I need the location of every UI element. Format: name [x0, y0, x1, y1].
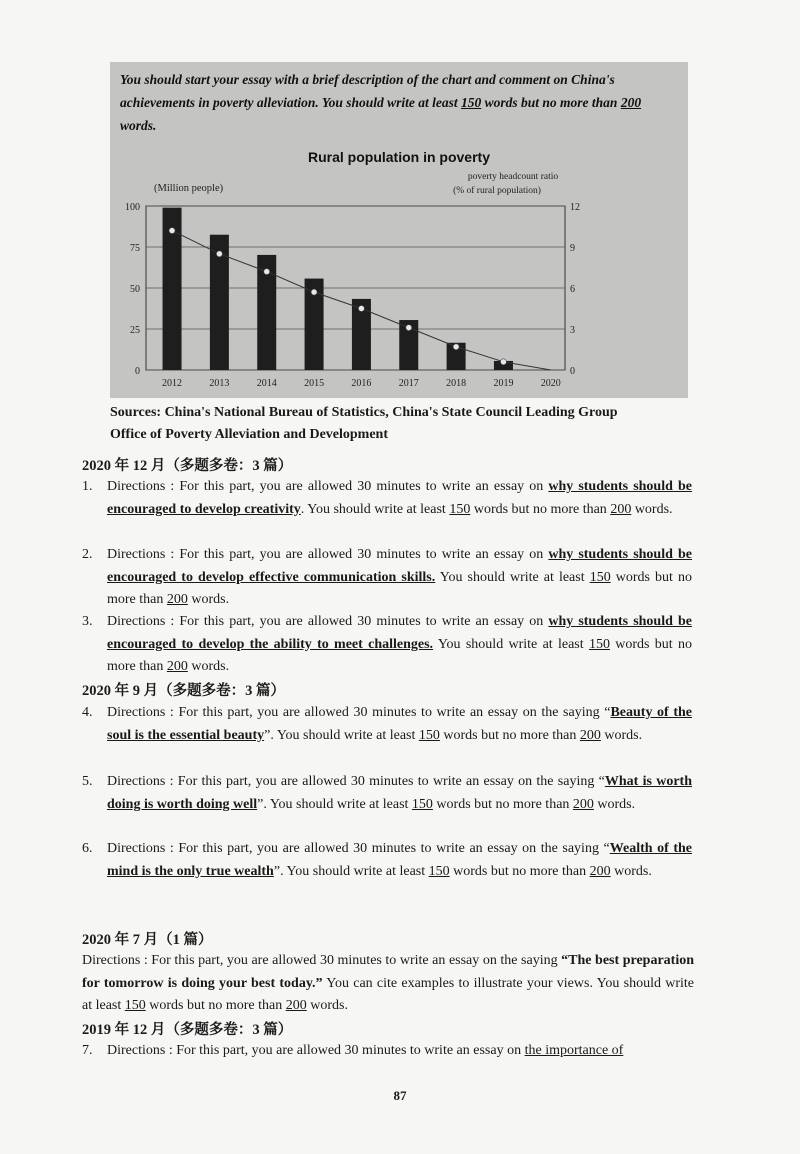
section-heading-jul-2020: 2020 年 7 月（1 篇） [82, 932, 213, 948]
page-number: 87 [393, 1088, 407, 1103]
y-tick-label: 25 [130, 325, 140, 336]
item-number: 6. [82, 841, 93, 856]
y-axis-label: (Million people) [154, 183, 224, 194]
x-tick-label: 2016 [351, 378, 372, 389]
ratio-point-2018 [453, 344, 459, 350]
y-tick-label: 75 [130, 243, 140, 254]
y2-tick-label: 3 [570, 325, 575, 336]
sources [110, 402, 700, 446]
sources-line-1: Sources: China's National Bureau of Statistics, China's State Council Leading Group [110, 405, 618, 420]
list-item: 3. Directions : For this part, you are allowed 30 minutes to write an essay on why students should be encouraged to develop the ability to meet challenges. You should write at least 150 words but no more than 200 words. [82, 611, 692, 679]
essay-topic: why students should be encouraged to develop creativity [107, 479, 692, 517]
essay-topic: the importance of [524, 1043, 624, 1058]
chart-title: Rural population in poverty [307, 149, 491, 165]
sources-line-2: Office of Poverty Alleviation and Development [110, 427, 389, 442]
ratio-point-2015 [311, 289, 317, 295]
x-tick-label: 2013 [209, 378, 230, 389]
y2-axis-label: (% of rural population) [453, 186, 541, 196]
x-tick-label: 2014 [256, 378, 277, 389]
essay-topic: Beauty of the soul is the essential beauty [107, 705, 692, 743]
item-number: 5. [82, 774, 93, 789]
essay-topic: What is worth doing is worth doing well [107, 774, 692, 812]
ratio-point-2019 [500, 359, 506, 365]
item-number: 1. [82, 479, 93, 494]
list-item: 4. Directions : For this part, you are allowed 30 minutes to write an essay on the saying “Beauty of the soul is the essential beauty”. You should write at least 150 words but no more than 200 words. [82, 702, 692, 747]
item-number: 7. [82, 1043, 93, 1058]
x-tick-label: 2012 [162, 378, 183, 389]
y2-tick-label: 12 [570, 202, 580, 213]
essay-prompt: You should start your essay with a brief description of the chart and comment on China's achievements in poverty alleviation. You should write at least 150 words but no more than 200 words. [120, 72, 642, 133]
ratio-point-2014 [264, 269, 270, 275]
prompt-min-words: 150 [461, 95, 482, 110]
ratio-point-2013 [216, 251, 222, 257]
y-tick-label: 50 [130, 284, 140, 295]
ratio-point-2016 [358, 306, 364, 312]
essay-topic: “The best preparation for tomorrow is doing your best today.” [82, 953, 694, 991]
section-heading-dec-2019: 2019 年 12 月（多题多卷：3 篇） [82, 1022, 293, 1038]
x-tick-label: 2018 [446, 378, 467, 389]
x-tick-label: 2017 [398, 378, 419, 389]
list-item: 7. Directions : For this part, you are allowed 30 minutes to write an essay on the importance of [82, 1040, 692, 1063]
poverty-chart [110, 62, 688, 398]
y2-axis-label: poverty headcount ratio [467, 172, 559, 182]
item-number: 2. [82, 547, 93, 562]
list-item: 5. Directions : For this part, you are allowed 30 minutes to write an essay on the saying “What is worth doing is worth doing well”. You should write at least 150 words but no more than 200 words. [82, 771, 692, 816]
list-item: 2. Directions : For this part, you are allowed 30 minutes to write an essay on why students should be encouraged to develop effective communication skills. You should write at least 150 words but no more than 200 words. [82, 544, 692, 612]
x-tick-label: 2015 [304, 378, 325, 389]
essay-topic: Wealth of the mind is the only true wealth [107, 841, 693, 879]
item-number: 3. [82, 614, 93, 629]
y2-tick-label: 0 [570, 366, 575, 377]
ratio-point-2017 [406, 325, 412, 331]
section-heading-dec-2020: 2020 年 12 月（多题多卷：3 篇） [82, 458, 293, 474]
y-tick-label: 100 [125, 202, 140, 213]
ratio-point-2012 [169, 228, 175, 234]
x-tick-label: 2019 [493, 378, 514, 389]
list-item: 6. Directions : For this part, you are allowed 30 minutes to write an essay on the saying “Wealth of the mind is the only true wealth”. You should write at least 150 words but no more than 200 words. [82, 838, 692, 883]
essay-topic: why students should be encouraged to develop effective communication skills. [107, 547, 692, 585]
x-tick-label: 2020 [540, 378, 561, 389]
item-number: 4. [82, 705, 93, 720]
list-item: 1. Directions : For this part, you are allowed 30 minutes to write an essay on why students should be encouraged to develop creativity. You should write at least 150 words but no more than 200 words. [82, 476, 692, 521]
y-tick-label: 0 [135, 366, 140, 377]
y2-tick-label: 9 [570, 243, 575, 254]
jul-2020-directions: Directions : For this part, you are allowed 30 minutes to write an essay on the saying “The best preparation for tomorrow is doing your best today.” You can cite examples to illustrate your views. You should write at least 150 words but no more than 200 words. [82, 953, 694, 1013]
essay-topic: why students should be encouraged to develop the ability to meet challenges. [107, 614, 692, 652]
y2-tick-label: 6 [570, 284, 575, 295]
section-heading-sep-2020: 2020 年 9 月（多题多卷：3 篇） [82, 683, 285, 699]
prompt-max-words: 200 [620, 95, 642, 110]
chart-figure [110, 62, 688, 398]
